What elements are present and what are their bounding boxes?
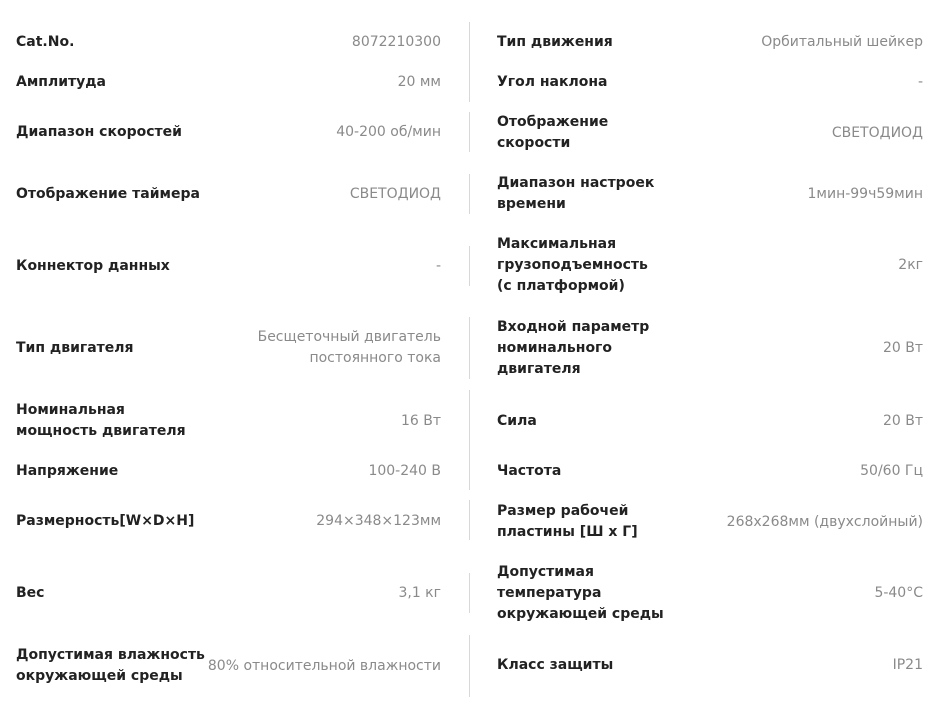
spec-row bbox=[497, 234, 923, 297]
spec-value: 268x268мм (двухслойный) bbox=[726, 513, 923, 530]
spec-row bbox=[497, 72, 923, 93]
column-divider bbox=[469, 573, 470, 613]
spec-row bbox=[16, 72, 441, 93]
spec-value: 5-40°C bbox=[874, 585, 923, 601]
spec-value: СВЕТОДИОД bbox=[831, 124, 923, 141]
column-divider bbox=[469, 500, 470, 540]
column-divider bbox=[469, 317, 470, 379]
spec-label: Размер рабочей пластины [Ш х Г] bbox=[497, 503, 638, 540]
spec-value: 20 мм bbox=[397, 74, 441, 90]
spec-value: 100-240 В bbox=[368, 463, 441, 479]
spec-row bbox=[497, 562, 923, 625]
spec-value: 40-200 об/мин bbox=[336, 124, 441, 140]
spec-label: Диапазон настроек времени bbox=[497, 175, 655, 212]
spec-value: - bbox=[435, 258, 441, 274]
column-divider bbox=[469, 22, 470, 102]
spec-value: 8072210300 bbox=[351, 34, 441, 50]
spec-value: 2кг bbox=[898, 257, 923, 273]
spec-row bbox=[497, 317, 923, 380]
spec-value: IP21 bbox=[892, 657, 923, 673]
spec-value: 50/60 Гц bbox=[860, 463, 923, 479]
spec-label: Размерность[W×D×H] bbox=[16, 513, 195, 529]
column-divider bbox=[469, 246, 470, 286]
spec-row bbox=[16, 583, 441, 604]
spec-row bbox=[16, 184, 441, 205]
spec-row bbox=[497, 501, 923, 543]
spec-label: Входной параметр номинального двигателя bbox=[497, 319, 650, 377]
spec-label: Класс защиты bbox=[497, 657, 614, 673]
spec-label: Отображение скорости bbox=[497, 114, 609, 151]
spec-row bbox=[497, 655, 923, 676]
spec-row bbox=[16, 461, 441, 482]
spec-row bbox=[16, 645, 441, 687]
spec-row bbox=[16, 327, 441, 369]
column-divider bbox=[469, 174, 470, 214]
spec-value: 294×348×123мм bbox=[316, 513, 441, 529]
spec-label: Диапазон скоростей bbox=[16, 124, 182, 140]
spec-label: Номинальная мощность двигателя bbox=[16, 402, 186, 439]
spec-value: Орбитальный шейкер bbox=[761, 34, 923, 50]
spec-value: 16 Вт bbox=[400, 412, 441, 429]
spec-row bbox=[497, 32, 923, 53]
spec-label: Коннектор данных bbox=[16, 258, 170, 274]
spec-value: 20 Вт bbox=[882, 340, 923, 356]
spec-value: СВЕТОДИОД bbox=[349, 186, 441, 202]
column-divider bbox=[469, 112, 470, 152]
spec-label: Вес bbox=[16, 585, 45, 601]
spec-label: Частота bbox=[497, 463, 562, 479]
spec-value: 1мин-99ч59мин bbox=[807, 185, 923, 202]
spec-label: Амплитуда bbox=[16, 74, 107, 90]
spec-label: Сила bbox=[497, 413, 537, 429]
spec-value: 20 Вт bbox=[882, 413, 923, 429]
spec-value: 80% относительной влажности bbox=[207, 657, 441, 674]
column-divider bbox=[469, 390, 470, 490]
spec-label: Cat.No. bbox=[16, 34, 75, 50]
spec-row bbox=[497, 112, 923, 154]
spec-value: 3,1 кг bbox=[398, 585, 441, 601]
spec-row bbox=[16, 122, 441, 143]
spec-row bbox=[16, 256, 441, 277]
spec-label: Напряжение bbox=[16, 463, 119, 479]
spec-row bbox=[497, 173, 923, 215]
spec-label: Тип движения bbox=[497, 34, 613, 50]
spec-value: Бесщеточный двигатель постоянного тока bbox=[257, 329, 441, 366]
spec-value: - bbox=[917, 74, 923, 90]
spec-label: Угол наклона bbox=[497, 74, 608, 90]
spec-label: Отображение таймера bbox=[16, 186, 200, 202]
spec-label: Допустимая влажность окружающей среды bbox=[16, 647, 205, 684]
spec-row bbox=[16, 511, 441, 532]
spec-row bbox=[497, 461, 923, 482]
spec-row bbox=[16, 32, 441, 53]
spec-row bbox=[497, 411, 923, 432]
spec-label: Максимальная грузоподъемность (с платформой) bbox=[497, 236, 648, 294]
spec-label: Допустимая температура окружающей среды bbox=[497, 564, 664, 622]
spec-label: Тип двигателя bbox=[16, 339, 134, 356]
spec-row bbox=[16, 400, 441, 442]
column-divider bbox=[469, 635, 470, 697]
